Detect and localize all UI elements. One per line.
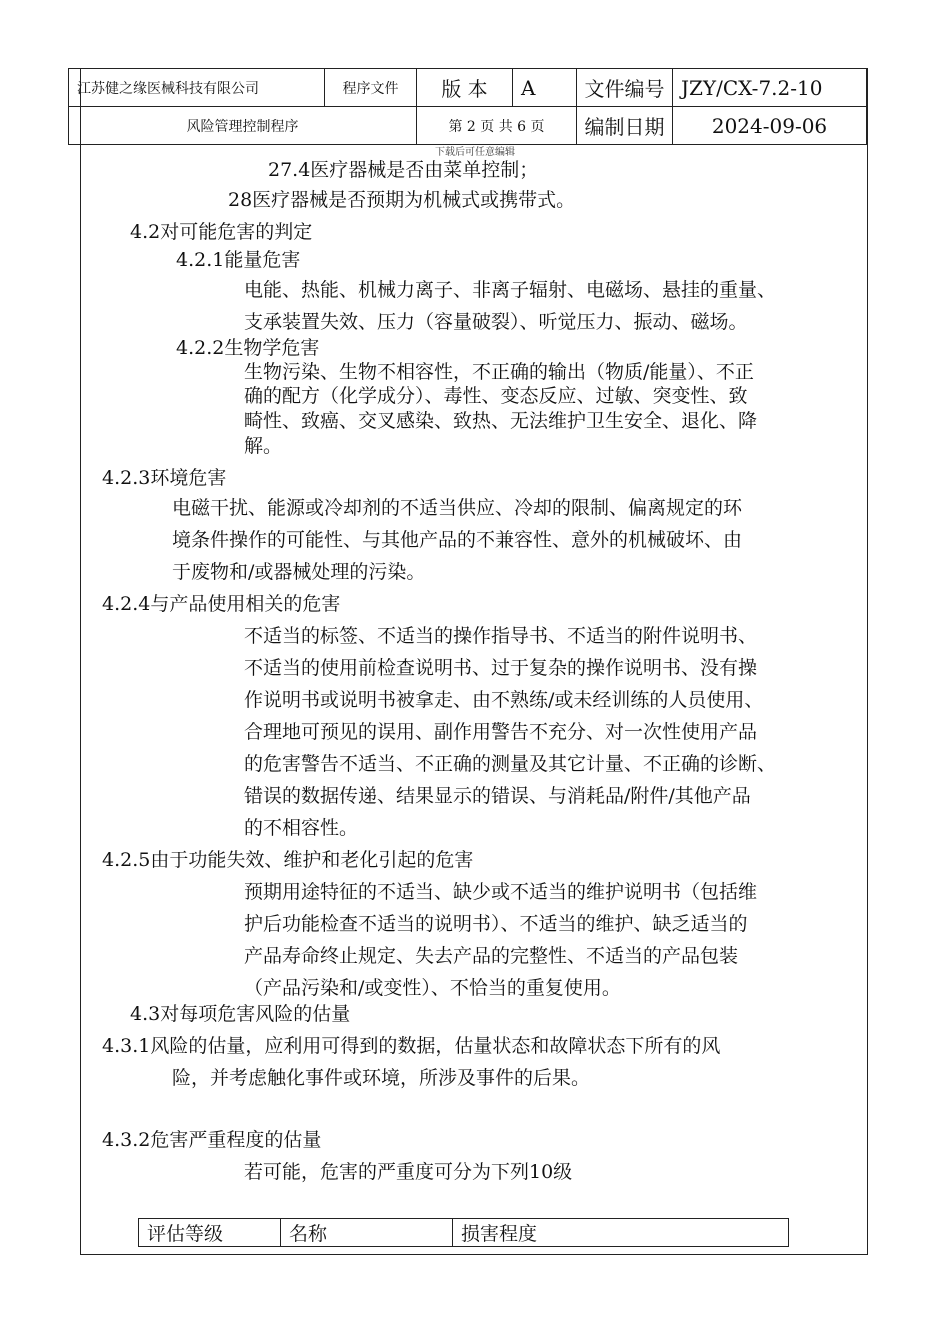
body-line: 于废物和/或器械处理的污染。 [172,561,426,583]
section-heading: 4.2.2生物学危害 [176,337,320,359]
body-line: 4.3.1风险的估量，应利用可得到的数据，估量状态和故障状态下所有的风 [102,1035,721,1057]
body-line: 支承装置失效、压力（容量破裂）、听觉压力、振动、磁场。 [244,311,748,333]
body-line: 预期用途特征的不适当、缺少或不适当的维护说明书（包括维 [244,881,758,903]
watermark-text: 下载后可任意编辑 [435,147,515,158]
document-header-table [68,68,867,145]
section-heading: 4.2.5由于功能失效、维护和老化引起的危害 [102,849,474,871]
body-line: 畸性、致癌、交叉感染、致热、无法维护卫生安全、退化、降 [244,410,758,432]
body-line: 电磁干扰、能源或冷却剂的不适当供应、冷却的限制、偏离规定的环 [172,497,743,519]
table-header-cell: 评估等级 [139,1219,281,1247]
body-line: 若可能，危害的严重度可分为下列10级 [244,1161,573,1183]
file-number-label: 文件编号 [577,69,673,107]
body-line: 错误的数据传递、结果显示的错误、与消耗品/附件/其他产品 [244,785,751,807]
body-line: 不适当的标签、不适当的操作指导书、不适当的附件说明书、 [244,625,758,647]
table-row [139,1219,789,1247]
body-line: 合理地可预见的误用、副作用警告不充分、对一次性使用产品 [244,721,758,743]
body-line: 险，并考虑触化事件或环境，所涉及事件的后果。 [172,1067,591,1089]
body-line: 电能、热能、机械力离子、非离子辐射、电磁场、悬挂的重量、 [244,279,777,301]
body-line: 确的配方（化学成分）、毒性、变态反应、过敏、突变性、致 [244,385,748,407]
body-line: 解。 [244,435,283,457]
company-name: 江苏健之缘医械科技有限公司 [69,69,325,107]
section-heading: 4.2.3环境危害 [102,467,227,489]
body-line: 的危害警告不适当、不正确的测量及其它计量、不正确的诊断、 [244,753,777,775]
table-header-cell: 损害程度 [453,1219,789,1247]
version-label: 版 本 [417,69,513,107]
date-label: 编制日期 [577,107,673,145]
body-line: 作说明书或说明书被拿走、由不熟练/或未经训练的人员使用、 [244,689,764,711]
date-value: 2024-09-06 [673,107,867,145]
body-line: 不适当的使用前检查说明书、过于复杂的操作说明书、没有操 [244,657,758,679]
doc-type: 程序文件 [325,69,417,107]
section-heading: 4.3对每项危害风险的估量 [130,1003,351,1025]
body-line: 的不相容性。 [244,817,359,839]
body-line: 28医疗器械是否预期为机械式或携带式。 [228,189,576,211]
section-heading: 4.2.1能量危害 [176,249,301,271]
severity-table [138,1218,789,1247]
page-info: 第 2 页 共 6 页 [417,107,577,145]
section-heading: 4.2.4与产品使用相关的危害 [102,593,341,615]
body-line: 境条件操作的可能性、与其他产品的不兼容性、意外的机械破坏、由 [172,529,743,551]
body-line: （产品污染和/或变性）、不恰当的重复使用。 [244,977,621,999]
body-line: 产品寿命终止规定、失去产品的完整性、不适当的产品包装 [244,945,739,967]
section-heading: 4.2对可能危害的判定 [130,221,313,243]
body-line: 生物污染、生物不相容性，不正确的输出（物质/能量）、不正 [244,361,754,383]
version-value: A [513,69,577,107]
body-line: 护后功能检查不适当的说明书）、不适当的维护、缺乏适当的 [244,913,748,935]
file-number-value: JZY/CX-7.2-10 [673,69,867,107]
section-heading: 4.3.2危害严重程度的估量 [102,1129,322,1151]
document-title: 风险管理控制程序 [69,107,417,145]
table-header-cell: 名称 [281,1219,453,1247]
body-line: 27.4医疗器械是否由菜单控制； [268,159,539,181]
